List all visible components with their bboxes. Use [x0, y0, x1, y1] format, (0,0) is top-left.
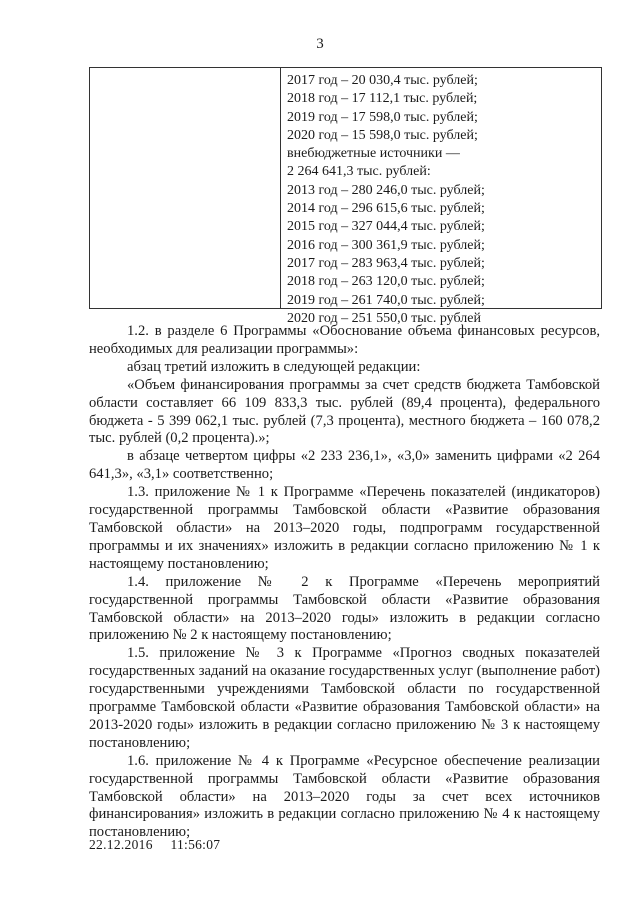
table-line: 2016 год – 300 361,9 тыс. рублей;: [287, 237, 485, 253]
table-line: внебюджетные источники —: [287, 146, 460, 162]
paragraph-1-5: 1.5. приложение № 3 к Программе «Прогноз сводных показателей государственных заданий на оказание государственных услуг (выполнение работ) государственными учреждениями Тамбовской области по государственной программе Тамбовской области «Развитие образования Тамбовской области» на 2013-2020 годы» изложить в редакции согласно приложению № 3 к настоящему постановлению;: [89, 645, 600, 751]
table-line: 2018 год – 17 112,1 тыс. рублей;: [287, 91, 478, 107]
table-line: 2020 год – 15 598,0 тыс. рублей;: [287, 127, 478, 143]
footer-time: 11:56:07: [170, 837, 221, 852]
table-line: 2017 год – 20 030,4 тыс. рублей;: [287, 73, 478, 88]
table-line: 2017 год – 283 963,4 тыс. рублей;: [287, 255, 485, 271]
paragraph-abzac-3: абзац третий изложить в следующей редакции:: [127, 358, 421, 375]
table-line: 2020 год – 251 550,0 тыс. рублей: [287, 310, 481, 326]
table-line: 2015 год – 327 044,4 тыс. рублей;: [287, 219, 485, 235]
table-right-cell: [287, 72, 485, 328]
table-line: 2018 год – 263 120,0 тыс. рублей;: [287, 274, 485, 290]
table-line: 2014 год – 296 615,6 тыс. рублей;: [287, 201, 485, 217]
footer-date: 22.12.2016: [89, 837, 153, 852]
funding-table: [89, 67, 602, 326]
table-line: 2013 год – 280 246,0 тыс. рублей;: [287, 182, 485, 198]
paragraph-quote: «Объем финансирования программы за счет средств бюджета Тамбовской области составляет 66 109 833,3 тыс. рублей (89,4 процента), федерального бюджета - 5 399 062,1 тыс. рублей (7,3 процента), местного бюджета – 160 078,2 тыс. рублей (0,2 процента).»;: [89, 376, 600, 447]
table-column-divider: [280, 68, 281, 308]
page-number: 3: [316, 36, 324, 52]
table-line: 2019 год – 17 598,0 тыс. рублей;: [287, 109, 478, 125]
footer-timestamp: [89, 837, 220, 853]
paragraph-1-6: 1.6. приложение № 4 к Программе «Ресурсное обеспечение реализации государственной программы Тамбовской области «Развитие образования Тамбовской области» на 2013–2020 годы за счет всех источников финансирования» изложить в редакции согласно приложению № 4 к настоящему постановлению;: [89, 752, 600, 841]
paragraph-1-4: 1.4. приложение № 2 к Программе «Перечень мероприятий государственной программы Тамбовской области «Развитие образования Тамбовской области» на 2013–2020 годы» изложить в редакции согласно приложению № 2 к настоящему постановлению;: [89, 573, 600, 644]
document-body: [89, 323, 600, 842]
paragraph-1-3: 1.3. приложение № 1 к Программе «Перечень показателей (индикаторов) государственной программы Тамбовской области «Развитие образования Тамбовской области» на 2013–2020 годы, подпрограмм государственной программы и их значениях» изложить в редакции согласно приложению № 1 к настоящему постановлению;: [89, 484, 600, 572]
paragraph-abzac-4: в абзаце четвертом цифры «2 233 236,1», «3,0» заменить цифрами «2 264 641,3», «3,1» соответственно;: [89, 448, 600, 483]
table-line: 2 264 641,3 тыс. рублей:: [287, 164, 431, 180]
paragraph-1-2: 1.2. в разделе 6 Программы «Обоснование объема финансовых ресурсов, необходимых для реализации программы»:: [89, 323, 600, 357]
table-line: 2019 год – 261 740,0 тыс. рублей;: [287, 292, 485, 308]
